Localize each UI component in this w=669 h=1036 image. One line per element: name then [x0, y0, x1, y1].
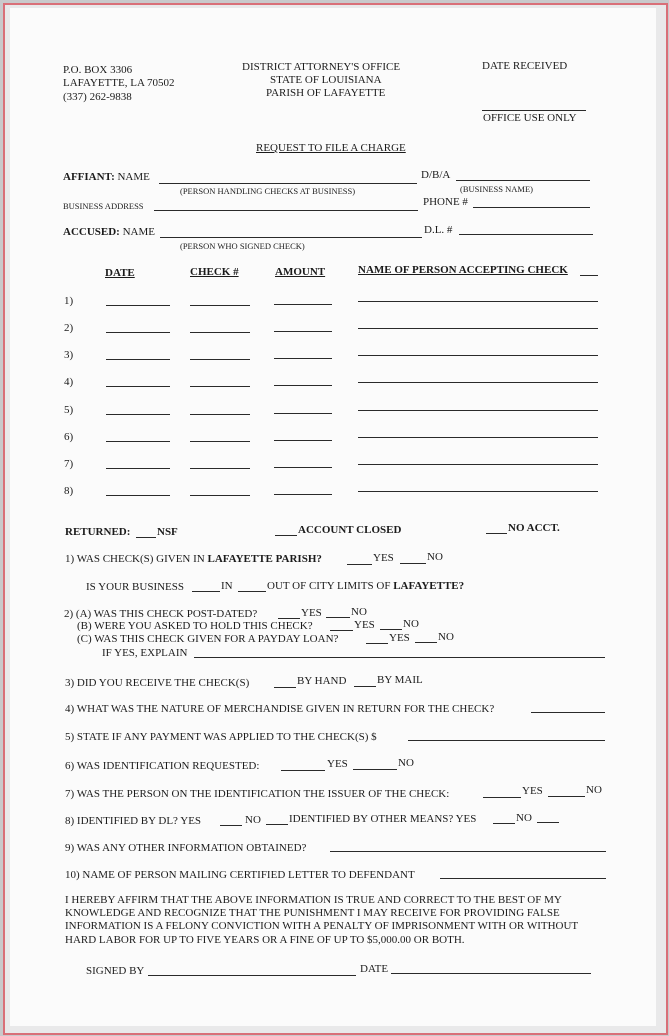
row-date-field[interactable] — [106, 414, 170, 415]
row-check-field[interactable] — [190, 441, 250, 442]
affirmation-line: HARD LABOR FOR UP TO FIVE YEARS OR A FINE OF UP TO $5,000.00 OR BOTH. — [65, 934, 465, 946]
business-address-field[interactable] — [154, 210, 418, 211]
q1-yes: YES — [373, 552, 394, 564]
date-received-label: DATE RECEIVED — [482, 60, 568, 72]
affirmation-line: KNOWLEDGE AND RECOGNIZE THAT THE PUNISHMENT I MAY RECEIVE FOR PROVIDING FALSE — [65, 907, 560, 919]
po-box: P.O. BOX 3306 — [63, 64, 133, 76]
row-amount-field[interactable] — [274, 331, 332, 332]
nsf-option: NSF — [157, 526, 178, 538]
q3-by-mail: BY MAIL — [377, 674, 423, 686]
date-received-line[interactable] — [482, 110, 586, 111]
q2c-yes-blank[interactable] — [366, 643, 388, 644]
signature-date-field[interactable] — [391, 973, 591, 974]
row-number: 5) — [64, 404, 74, 416]
q9-field[interactable] — [330, 851, 606, 852]
header-underline-tail — [580, 275, 598, 276]
col-date: DATE — [105, 267, 135, 279]
q2c-yes: YES — [389, 632, 410, 644]
q2c-no-blank[interactable] — [415, 642, 437, 643]
row-amount-field[interactable] — [274, 385, 332, 386]
row-date-field[interactable] — [106, 359, 170, 360]
row-name-field[interactable] — [358, 328, 598, 329]
q8-dl-no-blank[interactable] — [266, 824, 288, 825]
question-2a: 2) (A) WAS THIS CHECK POST-DATED? — [64, 608, 258, 620]
row-date-field[interactable] — [106, 468, 170, 469]
question-7: 7) WAS THE PERSON ON THE IDENTIFICATION THE ISSUER OF THE CHECK: — [65, 788, 450, 800]
row-check-field[interactable] — [190, 386, 250, 387]
q4-field[interactable] — [531, 712, 605, 713]
q2c-explain-field[interactable] — [194, 657, 605, 658]
question-2b: (B) WERE YOU ASKED TO HOLD THIS CHECK? — [77, 620, 313, 632]
row-amount-field[interactable] — [274, 413, 332, 414]
q8-dl-no: NO — [245, 814, 261, 826]
row-date-field[interactable] — [106, 386, 170, 387]
accused-label: ACCUSED: NAME — [63, 226, 155, 238]
q3-hand-blank[interactable] — [274, 687, 296, 688]
office-name: DISTRICT ATTORNEY'S OFFICE — [242, 61, 401, 73]
question-2c: (C) WAS THIS CHECK GIVEN FOR A PAYDAY LOAN? — [77, 633, 339, 645]
row-name-field[interactable] — [358, 437, 598, 438]
col-accepting-name: NAME OF PERSON ACCEPTING CHECK — [358, 264, 568, 276]
q2b-no: NO — [403, 618, 419, 630]
q8-other-yes-blank[interactable] — [493, 823, 515, 824]
row-amount-field[interactable] — [274, 494, 332, 495]
dba-hint: (BUSINESS NAME) — [460, 184, 533, 194]
row-amount-field[interactable] — [274, 358, 332, 359]
affiant-name-field[interactable] — [159, 183, 417, 184]
q6-yes: YES — [327, 758, 348, 770]
returned-label: RETURNED: — [65, 526, 131, 538]
q5-field[interactable] — [408, 740, 605, 741]
office-use-label: OFFICE USE ONLY — [483, 112, 577, 124]
account-closed-option: ACCOUNT CLOSED — [298, 524, 402, 536]
row-check-field[interactable] — [190, 414, 250, 415]
q3-by-hand: BY HAND — [297, 675, 347, 687]
q7-yes-blank[interactable] — [483, 797, 521, 798]
q10-field[interactable] — [440, 878, 606, 879]
q1-no: NO — [427, 551, 443, 563]
q8-other: IDENTIFIED BY OTHER MEANS? YES — [289, 813, 477, 825]
no-acct-option: NO ACCT. — [508, 522, 560, 534]
row-number: 3) — [64, 349, 74, 361]
q3-mail-blank[interactable] — [354, 686, 376, 687]
dl-label: D.L. # — [424, 224, 453, 236]
row-number: 4) — [64, 376, 74, 388]
question-9: 9) WAS ANY OTHER INFORMATION OBTAINED? — [65, 842, 307, 854]
accused-name-field[interactable] — [160, 237, 422, 238]
q8-other-no: NO — [516, 812, 532, 824]
q2a-no-blank[interactable] — [326, 617, 350, 618]
dba-label: D/B/A — [421, 169, 451, 181]
affirmation-line: I HEREBY AFFIRM THAT THE ABOVE INFORMATION IS TRUE AND CORRECT TO THE BEST OF MY — [65, 894, 562, 906]
q6-yes-blank[interactable] — [281, 770, 325, 771]
city-line: LAFAYETTE, LA 70502 — [63, 77, 175, 89]
signature-field[interactable] — [148, 975, 356, 976]
row-number: 2) — [64, 322, 74, 334]
office-state: STATE OF LOUISIANA — [270, 74, 382, 86]
question-3: 3) DID YOU RECEIVE THE CHECK(S) — [65, 677, 250, 689]
question-5: 5) STATE IF ANY PAYMENT WAS APPLIED TO THE CHECK(S) $ — [65, 731, 377, 743]
row-check-field[interactable] — [190, 359, 250, 360]
signature-date-label: DATE — [360, 963, 389, 975]
row-date-field[interactable] — [106, 305, 170, 306]
dl-field[interactable] — [459, 234, 593, 235]
row-number: 8) — [64, 485, 74, 497]
row-number: 1) — [64, 295, 74, 307]
q1-no-blank[interactable] — [400, 563, 426, 564]
q2b-yes: YES — [354, 619, 375, 631]
row-date-field[interactable] — [106, 332, 170, 333]
q1b-in: IN — [221, 580, 233, 592]
row-name-field[interactable] — [358, 410, 598, 411]
account-closed-blank[interactable] — [275, 535, 297, 536]
question-6: 6) WAS IDENTIFICATION REQUESTED: — [65, 760, 260, 772]
q6-no-blank[interactable] — [353, 769, 397, 770]
q7-yes: YES — [522, 785, 543, 797]
row-name-field[interactable] — [358, 355, 598, 356]
q7-no: NO — [586, 784, 602, 796]
row-number: 7) — [64, 458, 74, 470]
question-4: 4) WHAT WAS THE NATURE OF MERCHANDISE GIVEN IN RETURN FOR THE CHECK? — [65, 703, 495, 715]
q1-yes-blank[interactable] — [347, 564, 372, 565]
row-check-field[interactable] — [190, 305, 250, 306]
signed-by-label: SIGNED BY — [86, 965, 145, 977]
question-1: 1) WAS CHECK(S) GIVEN IN LAFAYETTE PARISH? — [65, 553, 322, 565]
q1b-out: OUT OF CITY LIMITS OF LAFAYETTE? — [267, 580, 465, 592]
phone-field[interactable] — [473, 207, 590, 208]
col-amount: AMOUNT — [275, 266, 326, 278]
affirmation-line: INFORMATION IS A FELONY CONVICTION WITH A PENALTY OF IMPRISONMENT WITH OR WITHOUT — [65, 920, 579, 932]
question-1b: IS YOUR BUSINESS — [86, 581, 185, 593]
form-page — [10, 8, 656, 1026]
q2a-no: NO — [351, 606, 367, 618]
q1b-out-blank[interactable] — [238, 591, 266, 592]
affiant-name-hint: (PERSON HANDLING CHECKS AT BUSINESS) — [180, 186, 356, 196]
question-10: 10) NAME OF PERSON MAILING CERTIFIED LETTER TO DEFENDANT — [65, 869, 415, 881]
q2a-yes-blank[interactable] — [278, 618, 300, 619]
question-8: 8) IDENTIFIED BY DL? YES — [65, 815, 202, 827]
form-title: REQUEST TO FILE A CHARGE — [256, 142, 406, 154]
affiant-label: AFFIANT: NAME — [63, 171, 150, 183]
phone-label: PHONE # — [423, 196, 468, 208]
row-number: 6) — [64, 431, 74, 443]
row-name-field[interactable] — [358, 491, 598, 492]
row-name-field[interactable] — [358, 301, 598, 302]
q2b-no-blank[interactable] — [380, 629, 402, 630]
row-date-field[interactable] — [106, 441, 170, 442]
row-check-field[interactable] — [190, 468, 250, 469]
business-address-label: BUSINESS ADDRESS — [63, 201, 144, 211]
row-name-field[interactable] — [358, 382, 598, 383]
q2c-explain-label: IF YES, EXPLAIN — [102, 647, 188, 659]
office-phone: (337) 262-9838 — [63, 91, 132, 103]
accused-name-hint: (PERSON WHO SIGNED CHECK) — [180, 241, 305, 251]
q7-no-blank[interactable] — [548, 796, 585, 797]
q6-no: NO — [398, 757, 414, 769]
row-amount-field[interactable] — [274, 467, 332, 468]
nsf-blank[interactable] — [136, 537, 156, 538]
col-check-number: CHECK # — [190, 266, 239, 278]
row-amount-field[interactable] — [274, 440, 332, 441]
dba-field[interactable] — [456, 180, 590, 181]
q2a-yes: YES — [301, 607, 322, 619]
row-name-field[interactable] — [358, 464, 598, 465]
q8-dl-yes-blank[interactable] — [220, 825, 242, 826]
q8-other-no-blank[interactable] — [537, 822, 559, 823]
q1b-in-blank[interactable] — [192, 591, 220, 592]
row-date-field[interactable] — [106, 495, 170, 496]
row-amount-field[interactable] — [274, 304, 332, 305]
row-check-field[interactable] — [190, 332, 250, 333]
no-acct-blank[interactable] — [486, 533, 507, 534]
row-check-field[interactable] — [190, 495, 250, 496]
q2c-no: NO — [438, 631, 454, 643]
office-parish: PARISH OF LAFAYETTE — [266, 87, 386, 99]
q2b-yes-blank[interactable] — [330, 630, 353, 631]
